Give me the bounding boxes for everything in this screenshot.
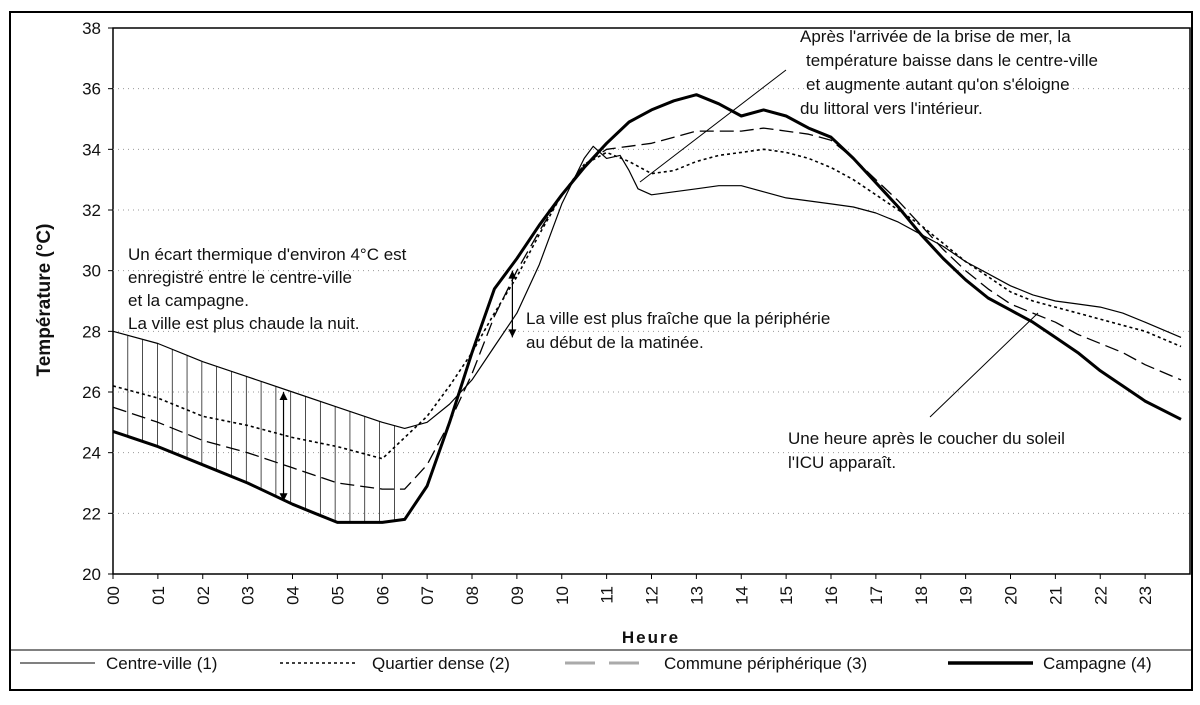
x-tick-label: 22 (1091, 586, 1111, 605)
x-tick-label: 13 (687, 586, 707, 605)
x-tick-label: 15 (777, 586, 797, 605)
y-tick-label: 20 (82, 565, 101, 584)
x-tick-label: 17 (866, 586, 886, 605)
x-tick-label: 04 (283, 586, 303, 605)
x-tick-label: 06 (373, 586, 393, 605)
annotation-line: du littoral vers l'intérieur. (800, 99, 983, 118)
x-tick-label: 16 (822, 586, 841, 605)
x-tick-label: 05 (328, 586, 348, 605)
x-tick-label: 02 (193, 586, 213, 605)
x-tick-label: 01 (148, 586, 168, 605)
y-tick-label: 38 (82, 19, 101, 38)
annotation-line: La ville est plus fraîche que la périphérie (526, 309, 831, 328)
x-tick-label: 23 (1136, 586, 1156, 605)
legend-label-centre-ville: Centre-ville (1) (106, 654, 218, 673)
x-tick-label: 03 (238, 586, 258, 605)
x-tick-label: 10 (552, 586, 572, 605)
annotation-line: température baisse dans le centre-ville (806, 51, 1098, 70)
x-tick-label: 19 (956, 586, 976, 605)
y-axis-label: Température (°C) (34, 223, 55, 377)
annotation-line: Un écart thermique d'environ 4°C est (128, 245, 407, 264)
x-tick-label: 12 (642, 586, 662, 605)
annotation-line: l'ICU apparaît. (788, 453, 897, 472)
legend-label-campagne: Campagne (4) (1043, 654, 1152, 673)
annotation-line: La ville est plus chaude la nuit. (128, 314, 360, 333)
annotation-line: et la campagne. (128, 291, 249, 310)
x-tick-label: 14 (732, 586, 752, 605)
y-tick-label: 34 (82, 140, 101, 160)
x-tick-label: 08 (463, 586, 482, 605)
annotation-line: et augmente autant qu'on s'éloigne (806, 75, 1070, 94)
x-tick-label: 18 (911, 586, 931, 605)
x-tick-label: 21 (1046, 586, 1066, 605)
legend-label-commune-peripherique: Commune périphérique (3) (664, 654, 868, 673)
y-tick-label: 36 (82, 79, 101, 99)
annotation-line: Une heure après le coucher du soleil (788, 429, 1065, 448)
y-tick-label: 24 (82, 443, 101, 463)
y-tick-label: 30 (82, 261, 101, 281)
y-tick-label: 28 (82, 322, 101, 342)
x-axis-label: Heure (621, 628, 681, 647)
x-tick-label: 11 (597, 586, 617, 604)
x-tick-label: 00 (104, 586, 123, 605)
x-tick-label: 07 (418, 586, 438, 605)
x-tick-label: 20 (1001, 586, 1021, 605)
y-tick-label: 26 (82, 383, 101, 402)
x-tick-label: 09 (507, 586, 527, 605)
legend-label-quartier-dense: Quartier dense (2) (372, 654, 510, 673)
y-tick-label: 22 (82, 504, 101, 524)
annotation-line: Après l'arrivée de la brise de mer, la (800, 27, 1071, 46)
annotation-line: au début de la matinée. (526, 333, 704, 352)
annotation-line: enregistré entre le centre-ville (128, 268, 352, 287)
y-tick-label: 32 (82, 201, 101, 220)
